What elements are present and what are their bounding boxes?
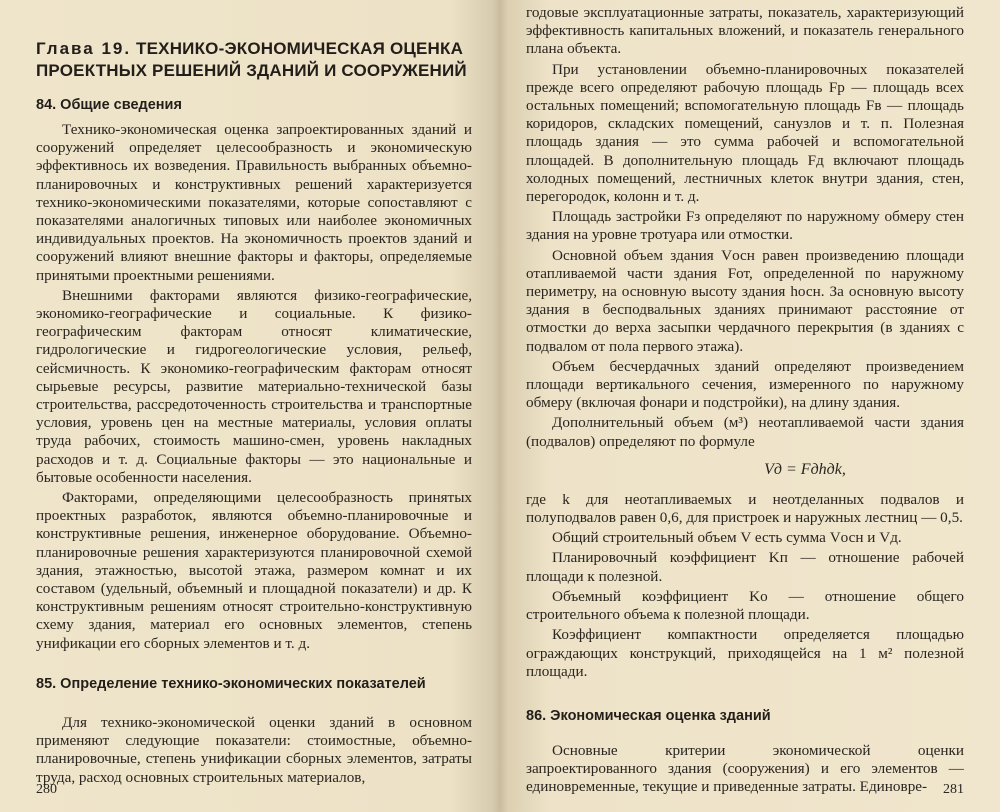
paragraph: Объемный коэффициент Kо — отношение общего строительного объема к полезной площади. xyxy=(526,587,964,624)
chapter-title-prefix: Глава 19. xyxy=(36,39,132,58)
paragraph: Площадь застройки Fз определяют по наружному обмеру стен здания на уровне тротуара или отмостки. xyxy=(526,208,964,244)
section-86-title: 86. Экономическая оценка зданий xyxy=(526,707,771,724)
paragraph: Технико-экономическая оценка запроектированных зданий и сооружений определяет целесообразность и экономическую эффективнось их возведения. Правильность выбранных объемно-планировочных и конструктивных решений характеризуется технико-экономическими показателями, которые сопоставляют с показателями аналогичных типовых или наиболее экономичных индивидуальных проектов. На экономичность проектов зданий и сооружений влияют внешние факторы и факторы, определяемые принятыми проектными решениями. xyxy=(36,121,472,284)
section-85-title: 85. Определение технико-экономических показателей xyxy=(36,675,426,692)
paragraph: Планировочный коэффициент Kп — отношение рабочей площади к полезной. xyxy=(526,549,964,585)
paragraph: Основной объем здания Vосн равен произведению площади отапливаемой части здания Fот, определенной по наружному периметру, на основную высоту здания hосн. За основную высоту здания в бесподвальных зданиях принимают расстояние от отмостки до верха засыпки чердачного перекрытия (в зданиях с подвалом от пола первого этажа). xyxy=(526,246,964,355)
page-number-left: 280 xyxy=(36,782,57,797)
paragraph: Факторами, определяющими целесообразность принятых проектных разработок, являются объемно-планировочные и конструктивные решения, инженерное оборудование. Объемно-планировочные решения характеризуются планировочной схемой здания, этажностью, высотой этажа, размером комнат и их составом (удельный, объемный и площадной показатели) и др. К конструктивным решениям относят строительно-конструктивную схему здания, материал его основных элементов, степень унификации его сборных элементов и т. д. xyxy=(36,489,472,652)
chapter-title-text: ТЕХНИКО-ЭКОНОМИЧЕСКАЯ ОЦЕНКА ПРОЕКТНЫХ РЕШЕНИЙ ЗДАНИЙ И СООРУЖЕНИЙ xyxy=(36,39,467,80)
paragraph: годовые эксплуатационные затраты, показатель, характеризующий эффективность капитальных вложений, и показатель генерального плана объекта. xyxy=(526,4,964,58)
paragraph: Дополнительный объем (м³) неотапливаемой части здания (подвалов) определяют по формуле xyxy=(526,414,964,450)
formula: Vд = Fдhдk, xyxy=(764,460,846,478)
right-page xyxy=(504,0,1000,812)
page-number-right: 281 xyxy=(943,782,964,797)
paragraph: где k для неотапливаемых и неотделанных подвалов и полуподвалов равен 0,6, для пристроек и наружных лестниц — 0,5. xyxy=(526,490,964,527)
paragraph: При установлении объемно-планировочных показателей прежде всего определяют рабочую площадь Fр — площадь всех остальных помещений; вспомогательную площадь Fв — площадь коридоров, складских помещений, санузлов и т. п. Полезная площадь здания — это сумма рабочей и вспомогательной площадей. В дополнительную площадь Fд включают площадь холодных помещений, лестничных клеток внутри здания, стен, перегородок, колонн и т. д. xyxy=(526,60,964,206)
chapter-title xyxy=(36,38,472,82)
left-page xyxy=(0,0,496,812)
section-84-title: 84. Общие сведения xyxy=(36,97,182,113)
paragraph: Внешними факторами являются физико-географические, экономико-географические и социальные. К физико-географическим факторам относят климатические, гидрологические и гидрогеологические условия, рельеф, сейсмичность. К экономико-географическим факторам относят сырьевые ресурсы, развитие материально-технической базы строительства, рассредоточенность строительства и транспортные условия, уровень цен на местные материалы, условия оплаты труда рабочих, стоимость машино-смен, уровень накладных расходов и т. д. Социальные факторы — это национальные и бытовые особенности населения. xyxy=(36,286,472,486)
paragraph: Коэффициент компактности определяется площадью ограждающих конструкций, приходящейся на 1 м² полезной площади. xyxy=(526,626,964,680)
paragraph: Для технико-экономической оценки зданий в основном применяют следующие показатели: стоимостные, объемно-планировочные, степень унификации сборных элементов, затраты труда, расход основных строительных материалов, xyxy=(36,713,472,786)
paragraph: Общий строительный объем V есть сумма Vосн и Vд. xyxy=(552,529,902,547)
paragraph: Основные критерии экономической оценки запроектированного здания (сооружения) и его элементов — единовременные, текущие и приведенные затраты. Единовре- xyxy=(526,741,964,796)
paragraph: Объем бесчердачных зданий определяют произведением площади вертикального сечения, измеренного по наружному обмеру (включая фонари и подстройки), на длину здания. xyxy=(526,357,964,412)
